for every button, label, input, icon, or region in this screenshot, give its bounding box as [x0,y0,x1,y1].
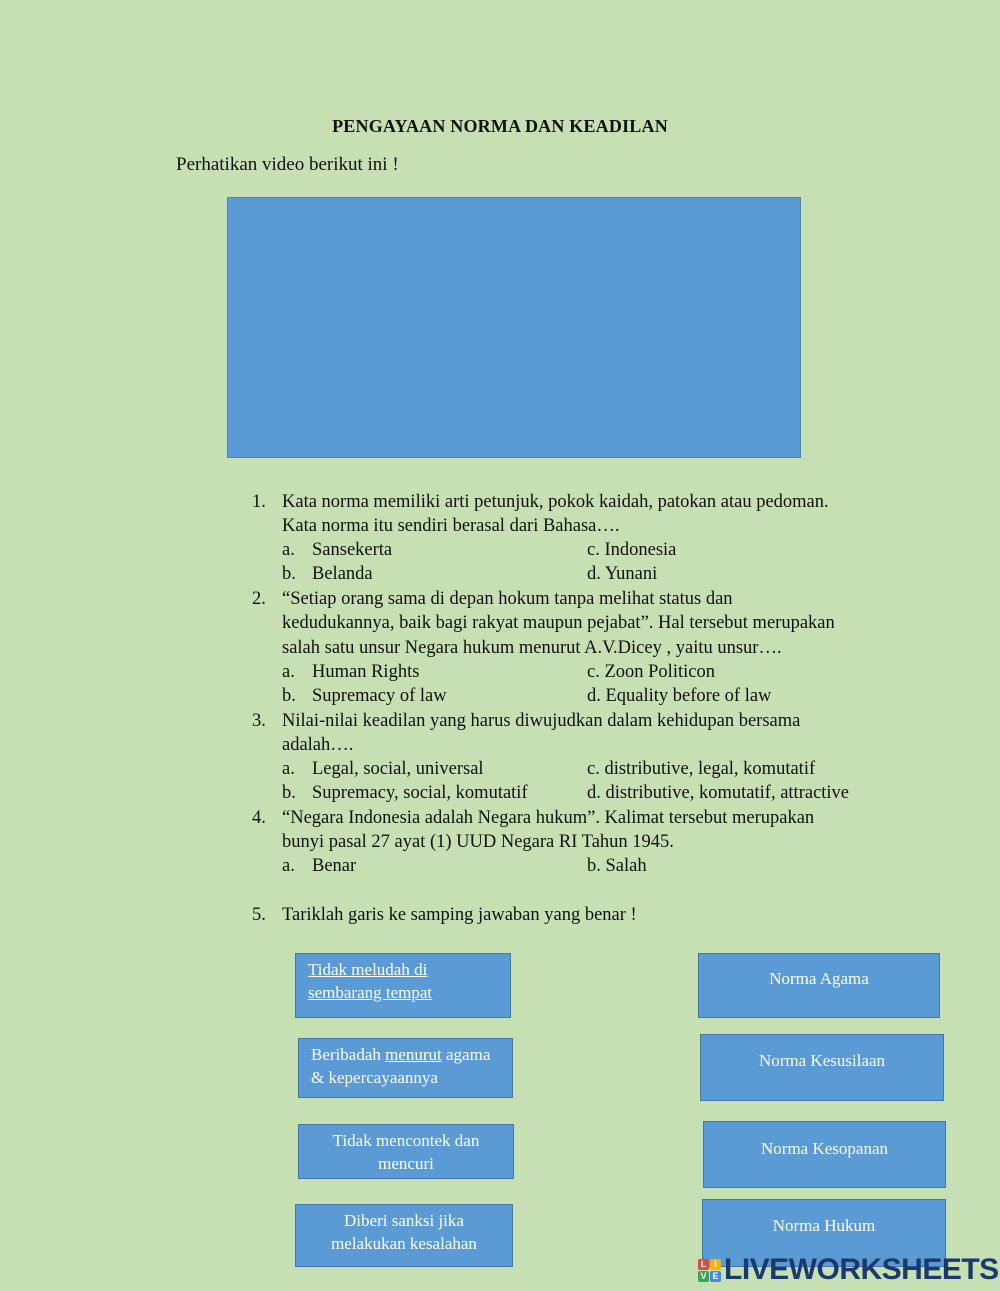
page-title: PENGAYAAN NORMA DAN KEADILAN [332,116,668,136]
question-line: Kata norma memiliki arti petunjuk, pokok kaidah, patokan atau pedoman. [282,492,829,512]
text-part: agama [441,1045,491,1064]
question-line: kedudukannya, baik bagi rakyat maupun pejabat”. Hal tersebut merupakan [282,613,835,634]
logo-letter: L [698,1259,709,1270]
option-letter: a. [282,540,295,560]
option-a: Legal, social, universal [312,759,484,779]
question-number-2: 2. [252,589,266,609]
text-part: Beribadah [311,1045,386,1064]
question-line: Nilai-nilai keadilan yang harus diwujudkan dalam kehidupan bersama [282,711,801,731]
option-letter: b. [282,686,296,706]
match-right-3[interactable]: Norma Kesopanan [703,1121,946,1188]
question-text-5: Tariklah garis ke samping jawaban yang benar ! [282,905,637,925]
text-line: Tidak mencontek dan [332,1131,480,1150]
question-text-1 [282,490,882,539]
logo-text: LIVEWORKSHEETS [724,1253,999,1286]
option-letter: a. [282,662,295,682]
text-line: Diberi sanksi jika [344,1211,464,1230]
match-right-4[interactable]: Norma Hukum [702,1199,946,1267]
match-left-text [331,1209,477,1255]
match-right-2[interactable]: Norma Kesusilaan [700,1034,944,1101]
logo-letter: V [698,1271,709,1282]
match-left-text: & kepercayaannya [311,1068,438,1087]
option-b: b. Salah [587,856,647,876]
question-number-5: 5. [252,905,266,925]
match-left-text [333,1129,480,1175]
text-part-underlined: menurut [385,1045,442,1064]
question-line: salah satu unsur Negara hukum menurut A.V.Dicey , yaitu unsur…. [282,637,782,658]
question-text-2 [282,587,882,660]
option-d: d. Yunani [587,564,658,584]
option-d: d. Equality before of law [587,686,772,706]
option-a: Human Rights [312,662,420,682]
match-left-text [311,1043,500,1066]
match-right-1[interactable]: Norma Agama [698,953,940,1018]
option-a: Sansekerta [312,540,393,560]
option-c: c. Zoon Politicon [587,662,715,682]
question-line: Kata norma itu sendiri berasal dari Bahasa…. [282,516,620,537]
match-left-text: sembarang tempat [308,983,433,1002]
option-letter: a. [282,759,295,779]
question-number-1: 1. [252,492,266,512]
match-left-2[interactable] [298,1038,513,1098]
logo-letter: I [710,1259,721,1270]
option-c: c. distributive, legal, komutatif [587,759,816,779]
logo-mark-icon [698,1259,721,1282]
text-line: melakukan kesalahan [331,1234,477,1253]
option-a: Benar [312,856,357,876]
question-line: adalah…. [282,735,354,756]
option-letter: a. [282,856,295,876]
question-line: “Setiap orang sama di depan hokum tanpa melihat status dan [282,589,733,609]
option-b: Supremacy, social, komutatif [312,783,528,803]
question-number-3: 3. [252,711,266,731]
option-d: d. distributive, komutatif, attractive [587,783,850,803]
match-left-3[interactable] [298,1124,514,1179]
option-letter: b. [282,564,296,584]
video-placeholder[interactable] [227,197,801,458]
match-left-1[interactable] [295,953,511,1018]
question-line: “Negara Indonesia adalah Negara hukum”. Kalimat tersebut merupakan [282,808,815,828]
option-c: c. Indonesia [587,540,677,560]
option-b: Supremacy of law [312,686,447,706]
question-text-4 [282,806,882,855]
liveworksheets-logo [698,1254,999,1286]
option-b: Belanda [312,564,373,584]
logo-letter: E [710,1271,721,1282]
text-line: mencuri [378,1154,434,1173]
option-letter: b. [282,783,296,803]
question-line: bunyi pasal 27 ayat (1) UUD Negara RI Tahun 1945. [282,832,674,853]
match-left-4[interactable] [295,1204,513,1267]
question-number-4: 4. [252,808,266,828]
intro-text: Perhatikan video berikut ini ! [176,154,399,175]
question-text-3 [282,709,882,758]
match-left-text: Tidak meludah di [308,960,428,979]
